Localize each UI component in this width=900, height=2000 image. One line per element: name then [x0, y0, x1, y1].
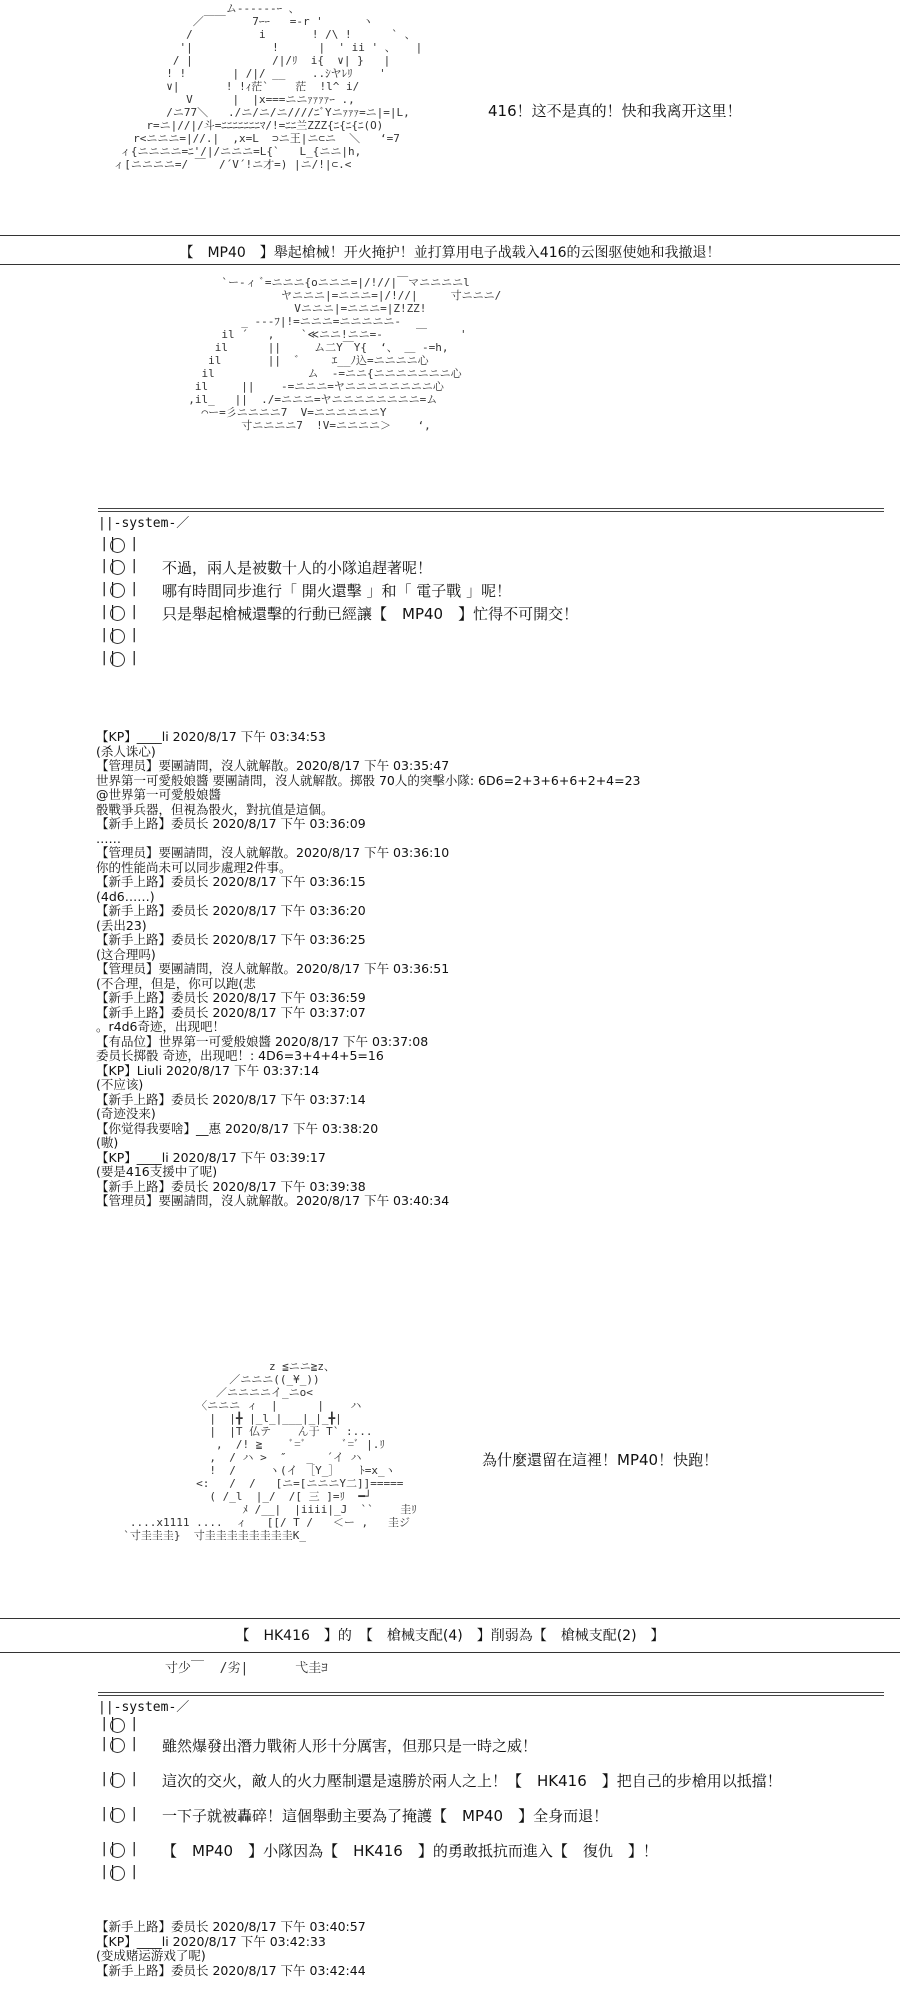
system-message-box-1: ||-system-／ || | || | 不過，兩人是被數十人的小隊追趕著呢！ || | 哪有時間同步進行「 開火還擊 」和「 電子戰 」呢！ || | 只是舉起槍械還擊的行動已經讓【 MP40 】忙得不可開交！ || | || |	[98, 508, 884, 698]
system-tag: ||-system-／	[98, 1696, 193, 1715]
system-rule	[98, 1692, 884, 1693]
system-rule	[98, 508, 884, 509]
ascii-art-panel-3: z ≦ニニ≧z、 ／ニニニ((_¥_)) ／ニニニニイ_ニo< 〈ニニニ ィ | | ハ | |╋ |_l_|___|_|_╋| | |T 仏テ ん于 T` :... , /! ≧ ﾞ=ﾞ ﾞ=ﾞ |.ﾘ , / ハ > ″ _ ´イ ハ ! / ヽ(イ ［Y_］ ﾄ=x_ヽ <: / / [ニ=[ニニニY二]]===== ( /_l |_/ /[ 三 ]=ﾘ ━┘ ﾒ /__| |iiii|_J `` 圭ﾘ ....x1111 .... ィ [[/ T / ＜ー , 圭ジ `寸圭圭圭} 寸圭圭圭圭圭圭圭圭K_	[123, 1360, 417, 1542]
dialogue-speech-1: 416！这不是真的！快和我离开这里！	[488, 102, 742, 120]
divider-2	[0, 264, 900, 265]
system-rule	[98, 511, 884, 512]
divider-4	[0, 1652, 900, 1653]
ascii-art-panel-2: `ー-ィ ﾞ=ニニニ{oニニニ=|/!//|￣マニニニニl ヤニニニ|=ニニニ=|/!//| 寸ニニニ/ Vニニニ|=ニニニ=|Z!ZZ! _ -‐‐ﾌ|!=ニニニ=ニニニニニ- il ´ , `≪ニニ!ニニ=- ￣ ' il || ム二Y￣Y{ ‘、 ＿ -=h, il || ゛ ｴ__ﾉ込=ニニニニ心 il ム -=ニニ{ニニニニニニニ心 il || -=ニニニ=ヤニニニニニニニニ心 ,il_ || ./=ニニニ=ヤニニニニニニニニ=ム ⌒ー=彡ニニニニ7 V=ニニニニニニY 寸ニニニニ7 !V=ニニニニ＞ ‘,	[188, 276, 502, 432]
action-banner-2: 【 HK416 】的 【 槍械支配(4) 】削弱為【 槍械支配(2) 】	[235, 1628, 665, 1644]
system-rule	[98, 1695, 884, 1696]
ascii-art-panel-1: ム‐‐‐‐‐‐ｰ 、 ／￣￣ 7ｰｰ =-r ' ヽ / i ! /\ ! ` 、 '| ! | ' ii ' 、 | / | /|/ﾘ i{ ∨| } | ! ! | /|/ __ ..ｼヤﾚﾘ ' ∨| ! !ｨ茫` 茫 !l^ i/ V | |x===ニニｧｧｧｧｰ ., /ニ77＼ ./ニ/ニ/ニ////ﾆﾞYニｧｧｧ=ニ|=|L, r=ニ|//|/斗=ﾆﾆﾆﾆﾆﾆﾆﾏ/!=ﾆﾆ兰ZZZ{ﾆ{ﾆ{ﾆ(O) r<ニニニ=|//.| ,x=L ⊃ニ王|ニ⊂ニ ＼ ‘=7 ィ{ニニニニ=ﾆ'/|/ニニニ=L{` L_{ニニ|h, ィ[ニニニニ=/ ￣ /´V´!ニ才=) |ニ/!|⊂.<	[113, 2, 423, 171]
divider-3	[0, 1618, 900, 1619]
dialogue-speech-2: 為什麼還留在這裡！MP40！快跑！	[482, 1451, 719, 1469]
chat-log-1: 【KP】____li 2020/8/17 下午 03:34:53 (杀人诛心) 【管理员】要團請問，沒人就解散。2020/8/17 下午 03:35:47 世界第一可愛般娘醬 要團請問，沒人就解散。掷骰 70人的突擊小隊: 6D6=2+3+6+6+2+4=23 @世界第一可愛般娘醬 骰戰爭兵器，但視為骰火，對抗值是這個。 【新手上路】委员长 2020/8/17 下午 03:36:09 …… 【管理员】要團請問，沒人就解散。2020/8/17 下午 03:36:10 你的性能尚未可以同步處理2件事。 【新手上路】委员长 2020/8/17 下午 03:36:15 (4d6……) 【新手上路】委员长 2020/8/17 下午 03:36:20 (丢出23) 【新手上路】委员长 2020/8/17 下午 03:36:25 (这合理吗) 【管理员】要團請問，沒人就解散。2020/8/17 下午 03:36:51 (不合理，但是，你可以跑(悲 【新手上路】委员长 2020/8/17 下午 03:36:59 【新手上路】委员长 2020/8/17 下午 03:37:07 。r4d6奇迹，出现吧！ 【有品位】世界第一可愛般娘醬 2020/8/17 下午 03:37:08 委员长掷骰 奇迹，出现吧！: 4D6=3+4+4+5=16 【KP】Liuli 2020/8/17 下午 03:37:14 (不应该) 【新手上路】委员长 2020/8/17 下午 03:37:14 (奇迹没来) 【你觉得我要啥】__惠 2020/8/17 下午 03:38:20 (嗷) 【KP】____li 2020/8/17 下午 03:39:17 (要是416支援中了呢) 【新手上路】委员长 2020/8/17 下午 03:39:38 【管理员】要團請問，沒人就解散。2020/8/17 下午 03:40:34	[96, 729, 641, 1208]
ascii-art-panel-4: 寸少￣ /劣| 弋圭ﾖ	[165, 1661, 328, 1676]
system-tag: ||-system-／	[98, 512, 193, 531]
divider-1	[0, 235, 900, 236]
system-message-box-2: ||-system-／ || | || | 雖然爆發出潛力戰術人形十分厲害，但那只是一時之威！ || | 這次的交火，敵人的火力壓制還是遠勝於兩人之上！【 HK416 】把自己的步槍用以抵擋！ || | 一下子就被轟碎！這個舉動主要為了掩護【 MP40 】全身而退！ || | 【 MP40 】小隊因為【 HK416 】的勇敢抵抗而進入【 復仇 】！ || |	[98, 1692, 884, 1882]
chat-log-2: 【新手上路】委员长 2020/8/17 下午 03:40:57 【KP】____li 2020/8/17 下午 03:42:33 (变成赌运游戏了呢) 【新手上路】委员长 2020/8/17 下午 03:42:44	[96, 1919, 366, 1978]
action-banner-1: 【 MP40 】舉起槍械！开火掩护！並打算用电子战载入416的云图驱使她和我撤退！	[179, 245, 721, 261]
